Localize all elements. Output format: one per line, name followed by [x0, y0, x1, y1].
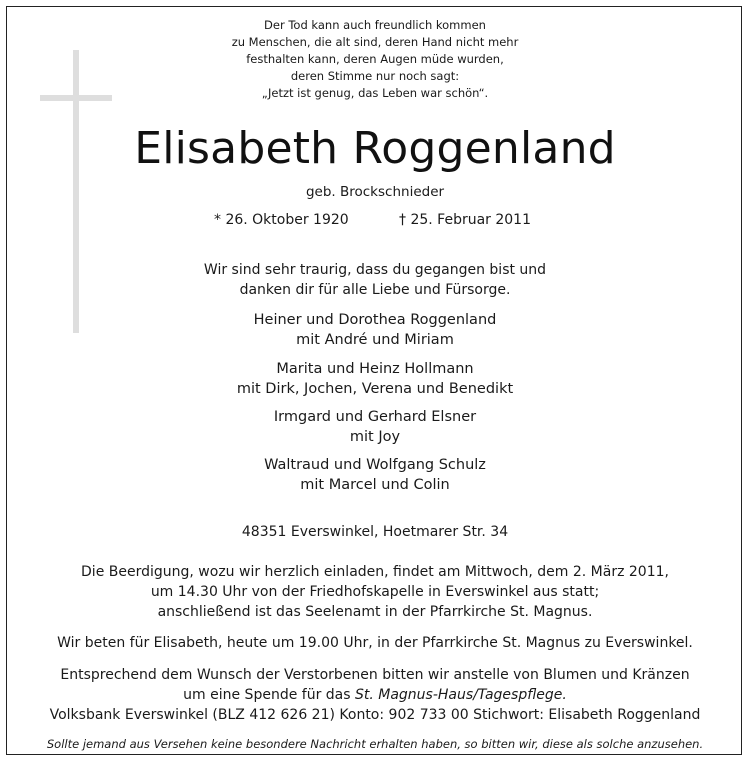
- family-group: [0, 455, 750, 495]
- funeral-line: um 14.30 Uhr von der Friedhofskapelle in Everswinkel aus statt;: [150, 584, 600, 600]
- funeral-line: anschließend ist das Seelenamt in der Pfarrkirche St. Magnus.: [157, 604, 593, 620]
- family-address: 48351 Everswinkel, Hoetmarer Str. 34: [241, 524, 509, 540]
- donation-recipient: St. Magnus-Haus/Tagespflege.: [354, 687, 567, 703]
- prayer-info: Wir beten für Elisabeth, heute um 19.00 Uhr, in der Pfarrkirche St. Magnus zu Everswinkel.: [57, 635, 693, 651]
- family-group: [0, 310, 750, 350]
- birth-date: * 26. Oktober 1920: [214, 212, 349, 228]
- family-children: mit Marcel und Colin: [300, 477, 450, 493]
- farewell-line: danken dir für alle Liebe und Fürsorge.: [239, 282, 511, 298]
- footer-note: Sollte jemand aus Versehen keine besondere Nachricht erhalten haben, so bitten wir, diese als solche anzusehen.: [46, 737, 704, 751]
- maiden-name: geb. Brockschnieder: [305, 184, 445, 200]
- family-names: Marita und Heinz Hollmann: [276, 361, 474, 377]
- poem-line: festhalten kann, deren Augen müde wurden,: [246, 52, 504, 66]
- family-children: mit Joy: [349, 429, 401, 445]
- family-group: [0, 407, 750, 447]
- funeral-line: Die Beerdigung, wozu wir herzlich einladen, findet am Mittwoch, dem 2. März 2011,: [81, 564, 669, 580]
- deceased-name: Elisabeth Roggenland: [134, 123, 616, 174]
- poem: [0, 17, 750, 102]
- death-date: † 25. Februar 2011: [399, 212, 531, 228]
- poem-line: „Jetzt ist genug, das Leben war schön“.: [261, 86, 489, 100]
- donation-info: [0, 665, 750, 725]
- family-names: Irmgard und Gerhard Elsner: [273, 409, 477, 425]
- family-group: [0, 359, 750, 399]
- poem-line: Der Tod kann auch freundlich kommen: [264, 18, 486, 32]
- farewell-words: [0, 260, 750, 300]
- family-children: mit Dirk, Jochen, Verena und Benedikt: [236, 381, 514, 397]
- donation-line: [0, 685, 750, 705]
- family-children: mit André und Miriam: [296, 332, 454, 348]
- poem-line: zu Menschen, die alt sind, deren Hand nicht mehr: [231, 35, 519, 49]
- poem-line: deren Stimme nur noch sagt:: [290, 69, 460, 83]
- funeral-info: [0, 562, 750, 622]
- farewell-line: Wir sind sehr traurig, dass du gegangen bist und: [203, 262, 547, 278]
- donation-text: um eine Spende für das: [183, 687, 355, 703]
- donation-line: Entsprechend dem Wunsch der Verstorbenen bitten wir anstelle von Blumen und Kränzen: [60, 667, 690, 683]
- family-names: Heiner und Dorothea Roggenland: [253, 312, 497, 328]
- family-names: Waltraud und Wolfgang Schulz: [264, 457, 486, 473]
- bank-details: Volksbank Everswinkel (BLZ 412 626 21) Konto: 902 733 00 Stichwort: Elisabeth Roggenland: [49, 707, 701, 723]
